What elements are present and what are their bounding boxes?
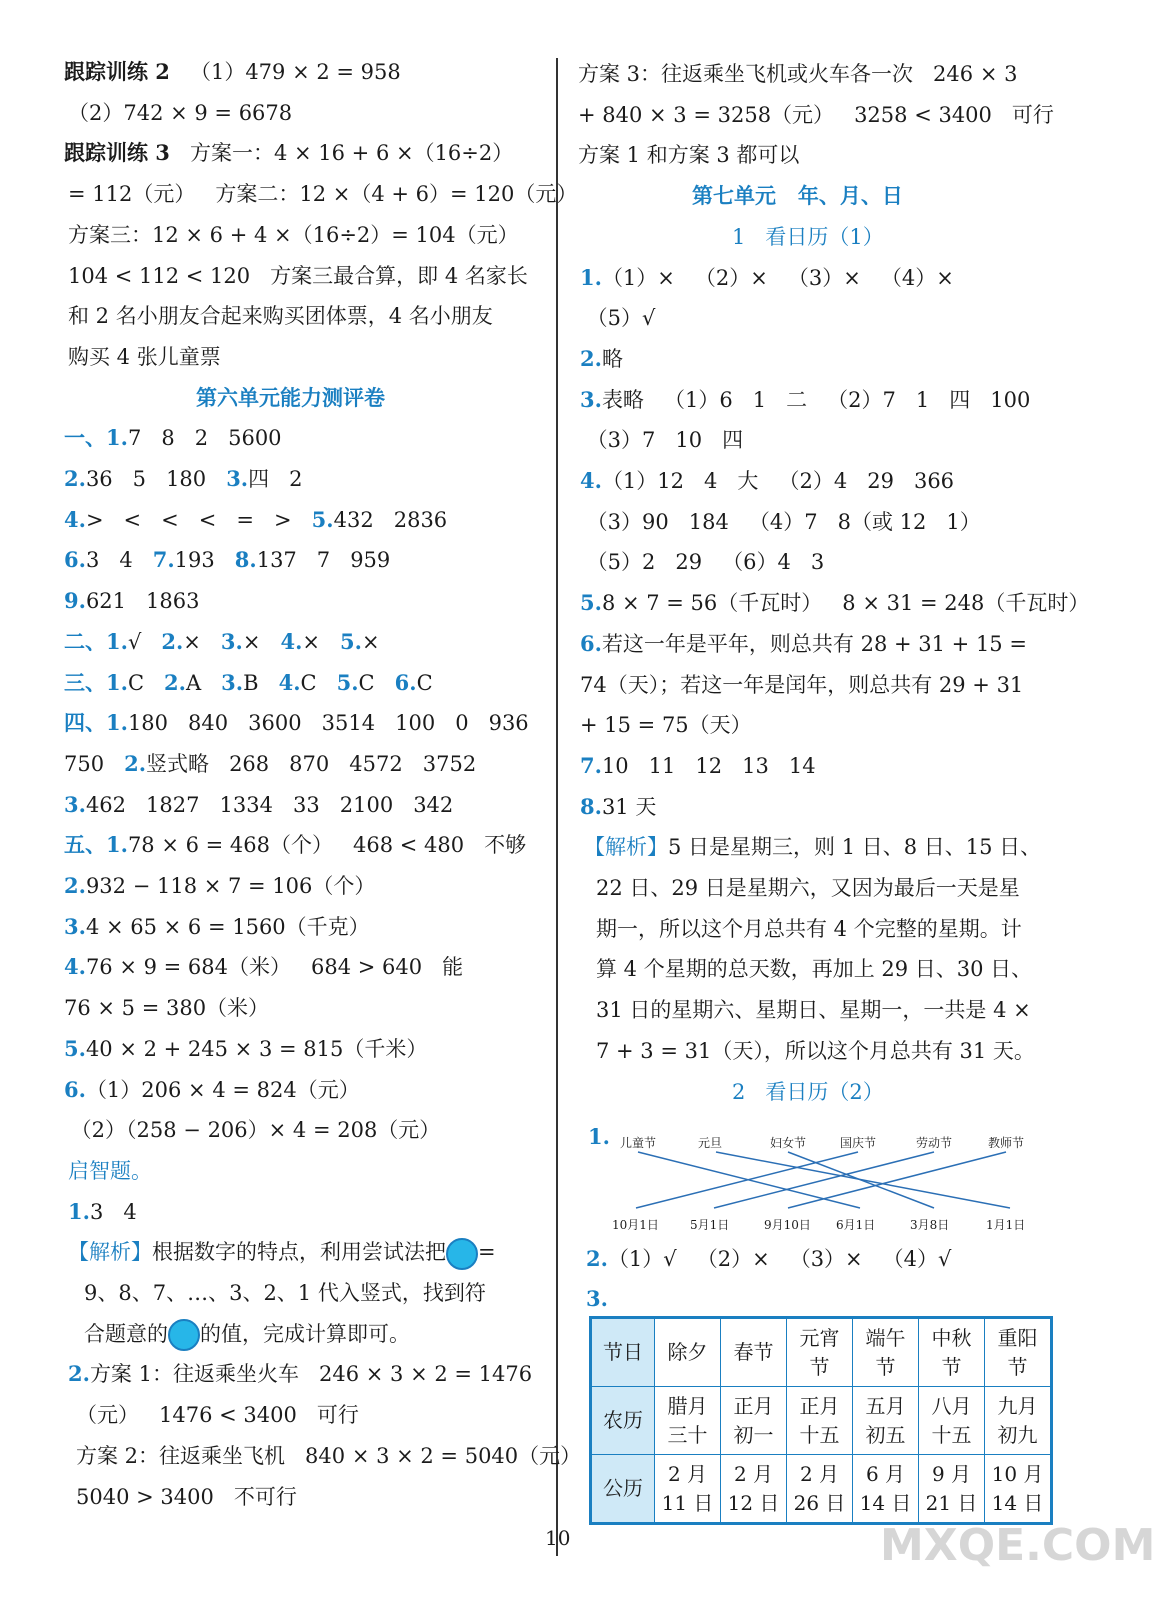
answer-line — [64, 708, 529, 738]
analysis-line — [84, 1319, 410, 1352]
table-cell: 2 月 26 日 — [787, 1455, 853, 1524]
question-number: 2. — [124, 750, 147, 776]
answer-line — [580, 507, 981, 537]
table-cell: 春节 — [721, 1318, 787, 1387]
table-cell: 6 月 14 日 — [853, 1455, 919, 1524]
match-line — [788, 1152, 934, 1208]
answer-line — [64, 57, 401, 87]
answer-text: 180 840 3600 3514 100 0 936 — [127, 711, 529, 736]
question-number: 二、1. — [64, 628, 128, 654]
page-number: 10 — [545, 1526, 571, 1550]
column-divider — [556, 58, 558, 1556]
blue-circle-icon — [168, 1319, 200, 1351]
answer-text: （5）√ — [580, 306, 656, 331]
match-bottom-label: 5月1日 — [690, 1218, 730, 1232]
answer-text: 74（天）；若这一年是闰年，则总共有 29 + 31 — [580, 672, 1024, 697]
match-bottom-label: 3月8日 — [910, 1218, 950, 1232]
question-number: 4. — [64, 954, 86, 980]
question-number: 2. — [64, 873, 86, 898]
answer-line — [580, 303, 655, 333]
table-row-header: 农历 — [591, 1387, 655, 1455]
question-number: 3. — [221, 669, 244, 695]
analysis-text: 7 + 3 = 31（天），所以这个月总共有 31 天。 — [596, 1038, 1035, 1063]
answer-text: + 840 × 3 = 3258（元） 3258 < 3400 可行 — [578, 102, 1054, 127]
question-number: 5. — [580, 590, 602, 616]
analysis-text: 22 日、29 日是星期六，又因为最后一天是星 — [596, 876, 1020, 900]
answer-text: B — [243, 670, 279, 695]
lesson-title: 2 看日历（2） — [732, 1079, 884, 1104]
answer-line — [76, 1441, 581, 1471]
table-cell: 重阳 节 — [985, 1318, 1052, 1387]
watermark: MXQE.COM — [880, 1520, 1155, 1571]
matching-lines — [598, 1128, 1038, 1238]
answer-text: 方案三：12 × 6 + 4 ×（16÷2）= 104（元） — [68, 222, 519, 247]
answer-line — [578, 100, 1054, 130]
answer-line — [64, 749, 476, 779]
question-number: 1. — [580, 264, 602, 290]
section-heading — [196, 383, 385, 413]
table-cell: 中秋 节 — [919, 1318, 985, 1387]
answer-text: 462 1827 1334 33 2100 342 — [85, 792, 454, 817]
table-row-header: 公历 — [591, 1455, 655, 1524]
analysis-line — [596, 914, 1022, 944]
table-cell: 端午 节 — [853, 1318, 919, 1387]
answer-line — [580, 588, 1089, 618]
answer-line — [580, 670, 1023, 700]
question-number: 8. — [580, 793, 602, 819]
answer-text: 76 × 9 = 684（米） 684 > 640 能 — [85, 955, 464, 980]
answer-text: 137 7 959 — [256, 548, 391, 573]
question-number: 4. — [64, 506, 86, 532]
answer-text: 略 — [601, 346, 623, 371]
qizhi-heading — [68, 1156, 152, 1186]
answer-line — [578, 140, 799, 170]
answer-text: 竖式略 268 870 4572 3752 — [146, 751, 477, 776]
analysis-line — [596, 873, 1020, 903]
table-cell: 除夕 — [655, 1318, 721, 1387]
table-row — [591, 1387, 1052, 1455]
question-number: 7. — [152, 547, 175, 573]
answer-text: 10 11 12 13 14 — [601, 753, 816, 778]
answer-line — [64, 423, 282, 453]
answer-text: 表略 （1）6 1 二 （2）7 1 四 100 — [601, 387, 1031, 412]
answer-line — [68, 179, 577, 209]
match-top-label: 国庆节 — [840, 1136, 877, 1150]
answer-text: 621 1863 — [85, 589, 200, 614]
answer-text: × — [302, 629, 341, 654]
question-number: 2. — [68, 1361, 90, 1387]
analysis-text: 根据数字的特点，利用尝试法把 — [152, 1240, 446, 1265]
answer-text: 31 天 — [601, 794, 657, 819]
table-cell: 2 月 11 日 — [655, 1455, 721, 1524]
question-number: 6. — [64, 547, 86, 573]
answer-text: 方案 2：往返乘坐飞机 840 × 3 × 2 = 5040（元） — [76, 1443, 582, 1468]
table-row — [591, 1455, 1052, 1524]
analysis-label: 【解析】 — [68, 1240, 152, 1265]
question-number: 3. — [586, 1286, 608, 1311]
answer-text: 8 × 7 = 56（千瓦时） 8 × 31 = 248（千瓦时） — [601, 591, 1090, 616]
table-cell: 元宵 节 — [787, 1318, 853, 1387]
match-bottom-label: 6月1日 — [836, 1218, 876, 1232]
table-row-header: 节日 — [591, 1318, 655, 1387]
analysis-text: 9、8、7、…、3、2、1 代入竖式，找到符 — [84, 1281, 486, 1305]
question-number: 6. — [394, 669, 417, 695]
answer-text: 方案 1 和方案 3 都可以 — [578, 143, 800, 168]
question-number: 1. — [68, 1198, 90, 1224]
question-number: 一、1. — [64, 425, 128, 451]
answer-line — [68, 342, 221, 372]
question-number: 3. — [64, 791, 86, 817]
analysis-line — [68, 1237, 496, 1270]
answer-line — [580, 547, 824, 577]
analysis-label: 【解析】 — [584, 835, 668, 860]
answer-line — [64, 505, 447, 535]
analysis-line — [584, 832, 1041, 862]
question-number: 9. — [64, 588, 86, 614]
answer-text: 方案 3：往返乘坐飞机或火车各一次 246 × 3 — [578, 62, 1018, 86]
answer-text: A — [185, 670, 222, 695]
match-line — [788, 1152, 1006, 1208]
answer-line — [68, 261, 528, 291]
question-number: 6. — [64, 1076, 86, 1102]
exercise-label: 跟踪训练 3 — [64, 140, 170, 166]
answer-text: （3）90 184 （4）7 8（或 12 1） — [580, 509, 981, 534]
answer-line — [580, 629, 1027, 659]
unit-heading — [692, 181, 903, 211]
analysis-text: 的值，完成计算即可。 — [200, 1321, 410, 1346]
answer-line — [64, 871, 375, 901]
answer-text: （5）2 29 （6）4 3 — [580, 550, 825, 575]
question-number: 5. — [64, 1035, 86, 1061]
answer-text: > < < < = > — [85, 507, 312, 532]
answer-text: 方案 1：往返乘坐火车 246 × 3 × 2 = 1476 — [89, 1362, 533, 1387]
answer-line — [580, 751, 816, 781]
answer-line — [580, 425, 743, 455]
answer-line — [64, 668, 433, 698]
unit-title: 第七单元 年、月、日 — [692, 183, 903, 209]
blue-circle-icon — [446, 1238, 478, 1270]
answer-line — [64, 586, 200, 616]
answer-line — [64, 1075, 360, 1105]
question-number: 四、1. — [64, 710, 128, 736]
match-top-label: 元旦 — [698, 1136, 723, 1150]
analysis-line — [84, 1278, 486, 1308]
lesson-title: 1 看日历（1） — [732, 224, 884, 249]
answer-text: （3）7 10 四 — [580, 428, 744, 453]
answer-line — [68, 220, 519, 250]
answer-text: （2）742 × 9 = 6678 — [68, 100, 293, 125]
answer-line — [68, 1359, 532, 1389]
answer-text: = 112（元） 方案二：12 ×（4 + 6）= 120（元） — [68, 182, 578, 207]
question-number: 5. — [311, 506, 334, 532]
answer-line — [580, 344, 623, 374]
match-top-label: 妇女节 — [770, 1136, 807, 1150]
question-number: 3. — [580, 386, 602, 412]
answer-line — [68, 98, 292, 128]
answer-line — [64, 545, 390, 575]
analysis-text: 期一，所以这个月总共有 4 个完整的星期。计 — [596, 916, 1022, 941]
match-top-label: 儿童节 — [620, 1136, 657, 1150]
table-cell: 八月 十五 — [919, 1387, 985, 1455]
answer-text: （元） 1476 < 3400 可行 — [76, 1403, 359, 1428]
answer-text: C — [358, 670, 395, 695]
analysis-text: 5 日是星期三，则 1 日、8 日、15 日、 — [668, 835, 1042, 860]
answer-text: 购买 4 张儿童票 — [68, 344, 221, 369]
answer-line — [76, 1400, 359, 1430]
answer-text: 方案一：4 × 16 + 6 ×（16÷2） — [169, 141, 514, 166]
analysis-text: 算 4 个星期的总天数，再加上 29 日、30 日、 — [596, 957, 1033, 982]
answer-text: 104 < 112 < 120 方案三最合算，即 4 名家长 — [68, 263, 528, 288]
question-number: 2. — [161, 628, 184, 654]
answer-text: 193 — [174, 548, 235, 573]
answer-line — [64, 993, 269, 1023]
table-cell: 正月 初一 — [721, 1387, 787, 1455]
answer-text: （1）× （2）× （3）× （4）× — [601, 265, 954, 290]
holiday-table — [589, 1316, 1053, 1525]
answer-line — [586, 1244, 951, 1274]
answer-text: （1）12 4 大 （2）4 29 366 — [601, 469, 955, 493]
question-number: 2. — [580, 345, 602, 371]
answer-line — [68, 1197, 137, 1227]
analysis-line — [596, 1036, 1035, 1066]
answer-line — [68, 301, 493, 331]
answer-line — [580, 466, 954, 496]
answer-line — [580, 792, 656, 822]
match-top-label: 劳动节 — [916, 1136, 953, 1150]
answer-text: 36 5 180 — [85, 467, 227, 491]
answer-text: 4 × 65 × 6 = 1560（千克） — [85, 914, 370, 939]
question-number: 8. — [234, 547, 257, 573]
answer-text: × — [183, 629, 221, 654]
answer-line — [580, 710, 752, 740]
answer-text: 7 8 2 5600 — [127, 426, 282, 451]
answer-text: 76 × 5 = 380（米） — [64, 996, 270, 1021]
question-number: 2. — [164, 669, 186, 695]
question-number: 5. — [340, 628, 362, 654]
answer-line — [578, 59, 1017, 89]
analysis-line — [596, 954, 1032, 984]
question-number: 五、1. — [64, 832, 128, 858]
qizhi-title: 启智题。 — [68, 1158, 152, 1183]
answer-text: 40 × 2 + 245 × 3 = 815（千米） — [85, 1036, 428, 1061]
answer-text: 和 2 名小朋友合起来购买团体票，4 名小朋友 — [68, 304, 493, 329]
table-cell: 腊月 三十 — [655, 1387, 721, 1455]
answer-text: 750 — [64, 751, 125, 776]
lesson-heading — [732, 1077, 884, 1107]
question-number: 3. — [64, 913, 86, 939]
answer-line — [64, 952, 463, 982]
answer-text: 四 2 — [248, 467, 303, 491]
answer-line — [580, 263, 954, 293]
matching-diagram — [588, 1124, 1038, 1238]
lesson-heading — [732, 222, 884, 252]
answer-line — [580, 385, 1030, 415]
answer-line — [64, 1034, 427, 1064]
question-number: 5. — [336, 669, 359, 695]
answer-text: C — [300, 670, 337, 695]
match-bottom-label: 9月10日 — [764, 1218, 811, 1232]
answer-text: × — [242, 629, 281, 654]
table-cell: 九月 初九 — [985, 1387, 1052, 1455]
match-bottom-label: 1月1日 — [986, 1218, 1026, 1232]
analysis-text: 31 日的星期六、星期日、星期一，一共是 4 × — [596, 998, 1031, 1023]
answer-text: 432 2836 — [333, 507, 448, 532]
analysis-line — [596, 995, 1031, 1025]
question-number: 7. — [580, 752, 602, 778]
answer-text: 3 4 — [85, 548, 153, 573]
question-number: 1. — [588, 1124, 610, 1149]
answer-text: （1）√ （2）× （3）× （4）√ — [607, 1247, 952, 1271]
answer-text: 932 − 118 × 7 = 106（个） — [85, 874, 376, 898]
answer-text: （1）479 × 2 = 958 — [169, 60, 401, 84]
answer-line — [64, 912, 370, 942]
table-cell: 五月 初五 — [853, 1387, 919, 1455]
answer-line — [64, 790, 453, 820]
table-row — [591, 1318, 1052, 1387]
answer-text: （1）206 × 4 = 824（元） — [85, 1077, 360, 1102]
answer-text: 78 × 6 = 468（个） 468 < 480 不够 — [127, 833, 527, 858]
answer-line — [64, 830, 526, 860]
question-number: 4. — [278, 669, 301, 695]
answer-line — [76, 1482, 297, 1512]
answer-line — [64, 1115, 440, 1145]
question-number: 2. — [586, 1246, 608, 1271]
table-cell: 10 月 14 日 — [985, 1455, 1052, 1524]
answer-text: 3 4 — [89, 1199, 137, 1224]
answer-line — [64, 138, 513, 168]
answer-text: C — [127, 670, 165, 695]
answer-text: 5040 > 3400 不可行 — [76, 1484, 297, 1509]
question-number: 3. — [220, 628, 243, 654]
question-number: 2. — [64, 466, 86, 491]
answer-line — [586, 1284, 608, 1314]
question-number: 4. — [280, 628, 303, 654]
analysis-text: = — [478, 1240, 496, 1265]
answer-text: （2）（258 − 206）× 4 = 208（元） — [64, 1118, 441, 1143]
answer-text: + 15 = 75（天） — [580, 713, 752, 738]
table-cell: 2 月 12 日 — [721, 1455, 787, 1524]
question-number: 4. — [580, 468, 602, 493]
section-title: 第六单元能力测评卷 — [196, 384, 385, 410]
question-number: 3. — [226, 466, 249, 491]
answer-text: √ — [127, 629, 162, 654]
question-number: 6. — [580, 630, 602, 656]
question-number: 三、1. — [64, 669, 128, 695]
analysis-text: 合题意的 — [84, 1321, 168, 1346]
table-cell: 9 月 21 日 — [919, 1455, 985, 1524]
answer-text: 若这一年是平年，则总共有 28 + 31 + 15 = — [601, 631, 1027, 656]
answer-line — [64, 464, 303, 494]
answer-text: × — [361, 629, 380, 654]
match-top-label: 教师节 — [988, 1136, 1025, 1150]
match-bottom-label: 10月1日 — [612, 1218, 659, 1232]
answer-line — [64, 627, 380, 657]
exercise-label: 跟踪训练 2 — [64, 59, 170, 84]
table-cell: 正月 十五 — [787, 1387, 853, 1455]
answer-text: C — [416, 670, 433, 695]
